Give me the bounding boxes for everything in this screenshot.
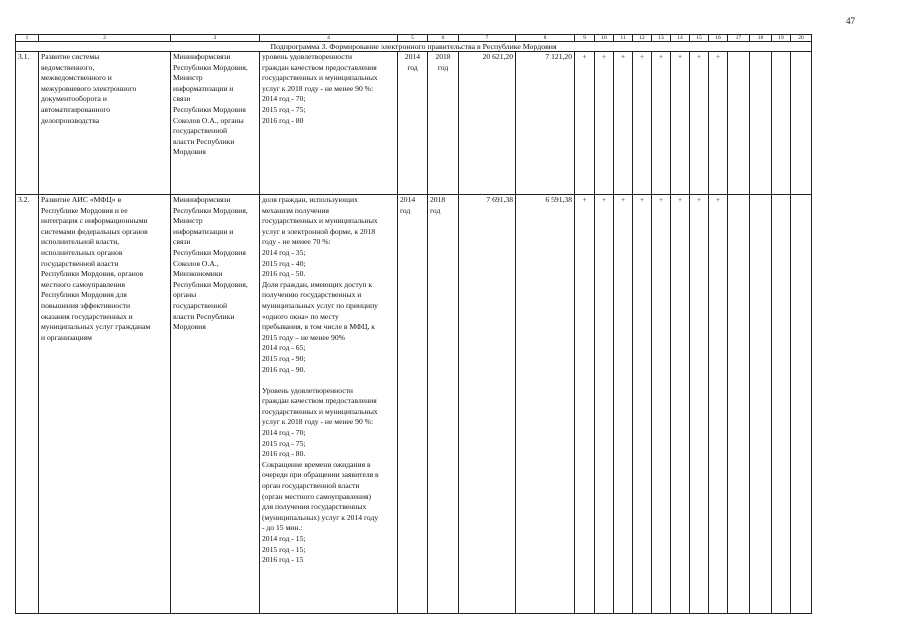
column-number: 12 [633,35,652,42]
subprogram-row [16,42,812,52]
year-mark: + [614,195,633,614]
year-mark: + [690,52,709,195]
text-line: (муниципальных) услуг к 2014 году [262,512,379,522]
text-line: услуг к 2018 году - не менее 90 %: [262,417,374,427]
column-number: 10 [595,35,614,42]
text-line: информатизации и [173,83,234,93]
text-line: информатизации и [173,226,234,236]
start-year [398,195,428,614]
text-line: Республики Мордовия, [173,279,248,289]
text-line: Министр [173,73,203,83]
text-line: Соколов О.А., [173,258,219,268]
text-line: власти Республики [173,136,235,146]
year-mark: + [709,52,728,195]
year-mark: + [595,52,614,195]
column-number: 17 [728,35,750,42]
text-line: 2014 год - 70; [262,428,306,438]
text-line: делопроизводства [41,115,100,125]
text-line: и организациям [41,332,92,342]
text-line: услуг в электронной форме, к 2018 [262,226,376,236]
text-line: получению государственных и [262,290,362,300]
text-line: год [437,62,449,72]
text-line: 2016 год - 90. [262,364,306,374]
text-line: оказания государственных и [41,311,133,321]
text-line: 2015 год - 90; [262,353,306,363]
year-mark: + [575,195,595,614]
text-line: «одного окна» по месту [262,311,339,321]
text-line: год [407,62,418,72]
text-line: - до 15 мин.: [262,523,303,533]
year-mark: + [690,195,709,614]
activity-name [39,195,171,614]
text-line: Министр [173,216,203,226]
column-number: 3 [171,35,260,42]
text-line: 2016 год - 80 [262,115,304,125]
text-line: Соколов О.А., органы [173,115,244,125]
plan-table [15,34,812,614]
year-mark [728,195,750,614]
executor [171,195,260,614]
text-line: 2016 год - 50. [262,269,306,279]
text-line: (орган местного самоуправления) [262,491,372,501]
text-line: Республики Мордовия для [41,290,127,300]
year-mark: + [633,195,652,614]
text-line: 2014 год - 15; [262,534,306,543]
year-mark: + [652,52,671,195]
table-row [16,195,812,614]
text-line: 2014 год - 65; [262,343,306,353]
column-number: 18 [750,35,772,42]
year-mark [772,52,791,195]
text-line: ведомственного, [41,62,95,72]
amount-total: 7 691,38 [459,195,516,614]
column-number: 7 [459,35,516,42]
column-number: 13 [652,35,671,42]
text-line: Республики Мордовия [173,247,246,257]
year-mark: + [595,195,614,614]
column-number: 14 [671,35,690,42]
text-line: Мининформсвязи [173,195,231,204]
column-number: 19 [772,35,791,42]
column-number: 8 [516,35,575,42]
text-line: Сокращение времени ожидания в [262,459,371,469]
text-line: государственной власти [41,258,119,268]
text-line: Минэкономики [173,269,223,279]
subprogram-title: Подпрограмма 3. Формирование электронного правительства в Республике Мордовия [16,42,812,52]
text-line: 2014 год - 70; [262,94,306,104]
amount-budget: 7 121,20 [516,52,575,195]
text-line: документооборота и [41,94,107,104]
text-line: государственной [173,300,228,310]
text-line: Республики Мордовия, органов [41,269,144,279]
end-year [428,195,459,614]
text-line: Мининформсвязи [173,52,231,61]
activity-name [39,52,171,195]
text-line: местного самоуправления [41,279,125,289]
text-line: Республике Мордовия и ее [41,205,128,215]
year-mark: + [671,52,690,195]
text-line: Доля граждан, имеющих доступ к [262,279,373,289]
text-line: муниципальных услуг по принципу [262,300,378,310]
text-line: Мордовия [173,147,206,157]
year-mark: + [633,52,652,195]
text-line: 2015 год - 15; [262,544,306,554]
end-year [428,52,459,195]
text-line: межведомственного и [41,73,112,83]
table-row [16,52,812,195]
text-line: муниципальных услуг гражданам [41,322,151,332]
year-mark: + [671,195,690,614]
text-line: Республики Мордовия [173,104,246,114]
text-line: власти Республики [173,311,235,321]
year-mark: + [709,195,728,614]
year-mark: + [652,195,671,614]
year-mark [791,52,812,195]
text-line: Развитие системы [41,52,100,61]
text-line: связи [173,237,191,247]
column-number: 1 [16,35,39,42]
text-line: 2018 [435,52,451,61]
text-line: 2015 году – не менее 90% [262,332,345,342]
column-number: 9 [575,35,595,42]
text-line: году - не менее 70 %: [262,237,331,247]
column-number-row [16,35,812,42]
text-line: органы [173,290,197,300]
text-line: повышения эффективности [41,300,131,310]
column-number: 2 [39,35,171,42]
text-line: межуровневого электронного [41,83,137,93]
year-mark [728,52,750,195]
text-line: государственных и муниципальных [262,73,378,83]
year-mark: + [614,52,633,195]
text-line: 2014 [400,195,416,204]
text-line: государственных и муниципальных [262,216,378,226]
amount-total: 20 621,20 [459,52,516,195]
text-line: граждан качеством предоставления [262,396,377,406]
text-line: 2015 год - 75; [262,104,306,114]
text-line: государственной [173,126,228,136]
text-line [262,375,395,386]
text-line: доля граждан, использующих [262,195,358,204]
text-line: год [400,205,411,215]
text-line: Мордовия [173,322,206,332]
text-line: исполнительных органов [41,247,123,257]
text-line: 2018 [430,195,446,204]
year-mark: + [575,52,595,195]
text-line: орган государственной власти [262,481,360,491]
text-line: год [430,205,441,215]
text-line: очереди при обращении заявителя в [262,470,379,480]
row-number: 3.2. [16,195,39,614]
column-number: 11 [614,35,633,42]
text-line: Развитие АИС «МФЦ» в [41,195,122,204]
text-line: интеграция с информационными [41,216,148,226]
text-line: связи [173,94,191,104]
text-line: услуг к 2018 году - не менее 90 %: [262,83,374,93]
amount-budget: 6 591,38 [516,195,575,614]
year-mark [772,195,791,614]
year-mark [750,52,772,195]
text-line: исполнительной власти, [41,237,120,247]
column-number: 4 [260,35,398,42]
text-line: 2015 год - 40; [262,258,306,268]
text-line: автоматизированного [41,104,111,114]
text-line: для получения государственных [262,502,367,512]
text-line: 2016 год - 80. [262,449,306,459]
column-number: 5 [398,35,428,42]
indicator [260,195,398,614]
row-number: 3.1. [16,52,39,195]
year-mark [791,195,812,614]
text-line: 2014 [404,52,421,61]
text-line: системами федеральных органов [41,226,148,236]
column-number: 6 [428,35,459,42]
text-line: механизм получения [262,205,330,215]
text-line: Уровень удовлетворенности [262,385,353,395]
year-mark [750,195,772,614]
text-line: уровень удовлетворенности [262,52,353,61]
text-line: 2015 год - 75; [262,438,306,448]
column-number: 16 [709,35,728,42]
text-line: 2016 год - 15 [262,555,304,565]
executor [171,52,260,195]
text-line: Республики Мордовия, [173,205,248,215]
text-line: пребывания, в том числе в МФЦ, к [262,322,375,332]
text-line: 2014 год - 35; [262,247,306,257]
page-number: 47 [846,16,855,26]
column-number: 15 [690,35,709,42]
text-line: государственных и муниципальных [262,406,378,416]
start-year [398,52,428,195]
text-line: Республики Мордовия, [173,62,248,72]
text-line: граждан качеством предоставления [262,62,377,72]
indicator [260,52,398,195]
column-number: 20 [791,35,812,42]
